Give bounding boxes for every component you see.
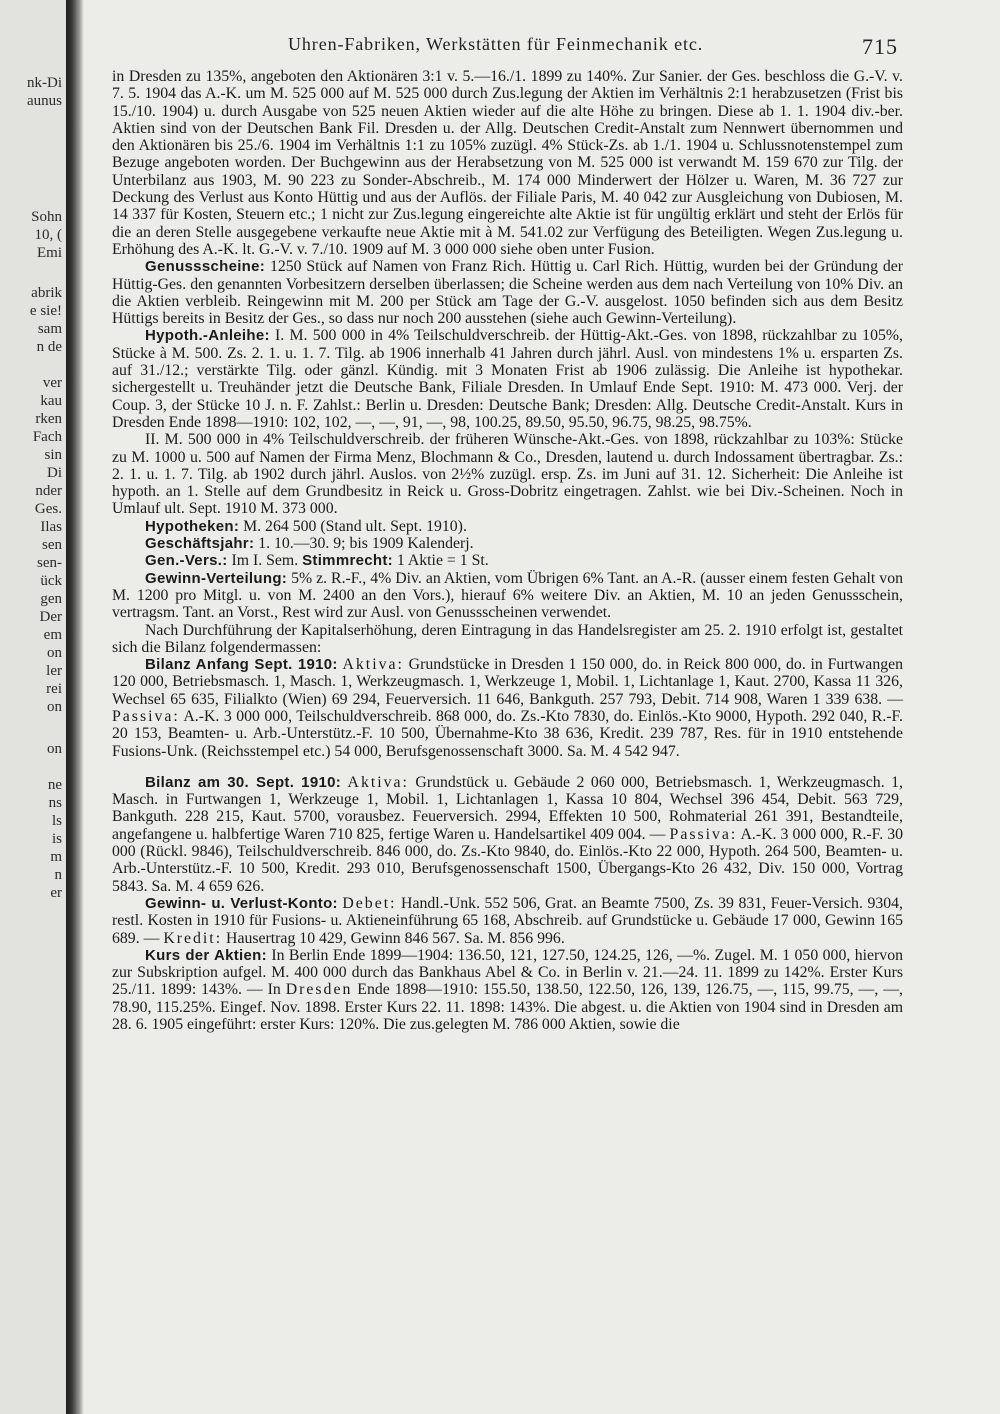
stimmrecht-text: 1 Aktie = 1 St.	[396, 552, 489, 570]
geschaeftsjahr-paragraph	[112, 535, 903, 552]
adjacent-page-fragment: n	[54, 867, 62, 883]
geschaeftsjahr-text: 1. 10.—30. 9; bis 1909 Kalenderj.	[258, 535, 474, 553]
adjacent-page-fragment: e sie!	[29, 303, 62, 319]
gewinn-verteilung-paragraph	[112, 570, 903, 622]
adjacent-page-fragment: sam	[37, 321, 62, 337]
adjacent-page-fragment: Sohn	[31, 209, 62, 225]
adjacent-page-fragment: Ilas	[40, 519, 62, 535]
adjacent-page-fragment: Ges.	[34, 501, 62, 517]
binding-shadow	[66, 0, 84, 1414]
adjacent-page-fragment: gen	[40, 591, 62, 607]
adjacent-page-fragment: ls	[51, 813, 62, 829]
adjacent-page-fragment: nder	[35, 483, 62, 499]
gen-vers-heading: Gen.-Vers.:	[145, 552, 228, 570]
guv-kredit-text: Hausertrag 10 429, Gewinn 846 567. Sa. M. 856 996.	[226, 929, 565, 947]
kurs-text-dresden: Ende 1898—1910: 155.50, 138.50, 122.50, 126, 139, 126.75, —, 115, 99.75, —, —, 78.90, 115.25%. Eingef. Nov. 1898. Erster Kurs 22. 11. 1898: 143%. Die abgest. u. die Aktien von 1904 sind in Dresden am 28. 6. 1905 eingeführt: erster Kurs: 120%. Die zus.gelegten M. 786 000 Aktien, sowie die	[112, 981, 903, 1034]
adjacent-page-fragment: em	[43, 627, 62, 643]
adjacent-page-fragment: ück	[40, 573, 62, 589]
kurs-heading: Kurs der Aktien:	[145, 946, 267, 964]
bilanz-anfang-paragraph	[112, 656, 903, 760]
adjacent-page-fragment: abrik	[31, 285, 62, 301]
adjacent-page-fragment: sen-	[37, 555, 62, 571]
kurs-paragraph	[112, 947, 903, 1033]
intro-paragraph: in Dresden zu 135%, angeboten den Aktionären 3:1 v. 5.—16./1. 1899 zu 140%. Zur Sanier. der Ges. beschloss die G.-V. v. 7. 5. 1904 das A.-K. um M. 525 000 auf M. 525 000 durch Zus.legung der Aktien im Verhältnis 2:1 herabzusetzen (Frist bis 15./10. 1904) u. durch Ausgabe von 525 neuen Aktien wieder auf die alte Höhe zu bringen. Diese ab 1. 1. 1904 div.-ber. Aktien sind von der Deutschen Bank Fil. Dresden u. der Allg. Deutschen Credit-Anstalt zum Nennwert übernommen und den Aktionären bis 25./6. 1904 im Verhältnis 1:1 zu 105% zuzügl. 4% Stück-Zs. ab 1./1. 1904 u. Schlussnotenstempel zum Bezuge angeboten worden. Der Buchgewinn aus der Herabsetzung von M. 525 000 ist verwandt M. 159 670 zur Tilg. der Unterbilanz aus 1903, M. 90 223 zu Sonder-Abschreib., M. 174 000 Minderwert der Hölzer u. Waren, M. 36 727 zur Deckung des Verlust aus Konto Hüttig und aus der Auflös. der Filiale Paris, M. 40 042 zur Ausgleichung von Dubiosen, M. 14 337 für Kosten, Steuern etc.; 1 nicht zur Zus.legung eingereichte alte Aktie ist für ungültig erklärt und steht der Erlös für die an deren Stelle ausgegebene verkaufte neue Aktie mit à M. 541.02 zur Verfügung des Beteiligten. Wegen Zus.legung u. Erhöhung des A.-K. lt. G.-V. v. 7./10. 1909 auf M. 3 000 000 siehe oben unter Fusion.	[112, 68, 903, 258]
bilanz-sept-passiva-label: Passiva:	[669, 825, 738, 843]
adjacent-page-fragment: on	[47, 699, 62, 715]
hypotheken-paragraph	[112, 518, 903, 535]
bilanz-sept-heading: Bilanz am 30. Sept. 1910:	[145, 773, 342, 791]
adjacent-page-fragment: ver	[42, 375, 62, 391]
hypotheken-text: M. 264 500 (Stand ult. Sept. 1910).	[243, 517, 467, 535]
kapitalerhoehung-paragraph: Nach Durchführung der Kapitalserhöhung, deren Eintragung in das Handelsregister am 25. 2. 1910 erfolgt ist, gestaltet sich die Bilanz folgendermassen:	[112, 621, 903, 656]
bilanz-anfang-aktiva-label: Aktiva:	[342, 656, 404, 674]
adjacent-page-fragment: rken	[35, 411, 62, 427]
bilanz-sept-paragraph	[112, 774, 903, 895]
adjacent-page-fragment: is	[51, 831, 62, 847]
guv-kredit-label: Kredit:	[163, 929, 223, 947]
gewinn-verteilung-heading: Gewinn-Verteilung:	[145, 569, 288, 587]
bilanz-sept-passiva-text: A.-K. 3 000 000, R.-F. 30 000 (Rückl. 9846), Teilschuldverschreib. 846 000, do. Zs.-Kto 9840, do. Einlös.-Kto 22 000, Hypoth. 264 500, Beamten- u. Arb.-Unterstütz.-F. 10 500, Kredit. 293 010, Berufsgenossenschaft 1500, Übergangs-Kto 26 432, Div. 150 000, Vortrag 5843. Sa. M. 4 659 626.	[112, 825, 903, 895]
gen-vers-paragraph	[112, 552, 903, 569]
running-head: Uhren-Fabriken, Werkstätten für Feinmechanik etc.	[288, 34, 704, 54]
adjacent-page-fragment: sin	[44, 447, 62, 463]
adjacent-page-fragment: Emi	[37, 245, 62, 261]
guv-paragraph	[112, 895, 903, 947]
hypotheken-heading: Hypotheken:	[145, 517, 240, 535]
adjacent-page-fragment: ler	[46, 663, 62, 679]
hypoth-anleihe-heading: Hypoth.-Anleihe:	[145, 327, 270, 345]
genussscheine-text: 1250 Stück auf Namen von Franz Rich. Hüttig u. Carl Rich. Hüttig, wurden bei der Gründung der Hüttig-Ges. den genannten Vorbesitzern derselben überlassen; die Scheine werden aus dem nach Verteilung von 10% Div. an die Aktien verbleib. Reingewinn mit M. 200 per Stück am Tage der G.-V. ausgelost. 1050 befinden sich aus dem Besitz Hüttigs bereits in Besitz der Ges., so dass nur noch 200 ausstehen (siehe auch Gewinn-Verteilung).	[112, 258, 904, 328]
kurs-dresden-label: Dresden	[285, 981, 353, 999]
bilanz-anfang-heading: Bilanz Anfang Sept. 1910:	[145, 656, 338, 674]
adjacent-page-fragment: Fach	[32, 429, 62, 445]
adjacent-page-fragment: er	[50, 885, 62, 901]
bilanz-anfang-aktiva-text: Grundstücke in Dresden 1 150 000, do. in Reick 800 000, do. in Furtwangen 120 000, Betriebsmasch. 1, Masch. 1, Werkzeugmasch. 1, Werkzeuge 1, Mobil. 1, Lichtanlage 1, Kaut. 2700, Kassa 11 326, Wechsel 65 635, Filialkto (Wien) 69 294, Feuerversich. 11 646, Bankguth. 257 793, Debit. 714 908, Waren 1 339 638. —	[112, 656, 904, 708]
adjacent-page-fragment: n de	[36, 339, 62, 355]
guv-heading: Gewinn- u. Verlust-Konto:	[145, 894, 338, 912]
adjacent-page-fragment: ne	[47, 777, 62, 793]
adjacent-page-fragment: kau	[40, 393, 62, 409]
genussscheine-paragraph	[112, 258, 903, 327]
body-text	[112, 68, 903, 1033]
adjacent-page-fragment: m	[50, 849, 62, 865]
page-number: 715	[862, 34, 898, 59]
adjacent-page-fragment: Di	[47, 465, 62, 481]
geschaeftsjahr-heading: Geschäftsjahr:	[145, 535, 255, 553]
gewinn-verteilung-text: 5% z. R.-F., 4% Div. an Aktien, vom Übrigen 6% Tant. an A.-R. (ausser einem festen Gehalt von M. 1200 pro Mitgl. u. von M. 2400 an den Vors.), hierauf 6% weitere Div. an Aktien, M. 10 an jeden Genussschein, vertragsm. Tant. an Vorst., Rest wird zur Ausl. von Genussscheinen verwendet.	[112, 569, 903, 622]
guv-debet-label: Debet:	[342, 894, 397, 912]
adjacent-page-fragment: rei	[46, 681, 62, 697]
anleihe-ii-paragraph: II. M. 500 000 in 4% Teilschuldverschreib. der früheren Wünsche-Akt.-Ges. von 1898, rückzahlbar zu 103%: Stücke zu M. 1000 u. 500 auf Namen der Firma Menz, Blochmann & Co., Dresden, lautend u. durch Indossament übertragbar. Zs.: 2. 1. u. 1. 7. Tilg. ab 1902 durch jährl. Auslos. von 2½% zuzügl. ersp. Zs. im Juni auf 31. 12. Sicherheit: Die Anleihe ist hypoth. an 1. Stelle auf dem Grundbesitz in Reick u. Gross-Dobritz eingetragen. Zahlst. wie bei Div.-Scheinen. Noch in Umlauf ult. Sept. 1910 M. 373 000.	[112, 431, 903, 518]
stimmrecht-heading: Stimmrecht:	[302, 552, 393, 570]
genussscheine-heading: Genussscheine:	[145, 258, 266, 276]
hypoth-anleihe-paragraph	[112, 327, 903, 431]
adjacent-page-fragment: sen	[42, 537, 62, 553]
adjacent-page-fragment: ns	[48, 795, 62, 811]
adjacent-page-fragment: on	[47, 645, 62, 661]
bilanz-sept-aktiva-text: Grundstück u. Gebäude 2 060 000, Betriebsmasch. 1, Werkzeugmasch. 1, Masch. in Furtwangen 1, Werkzeuge 1, Mobil. 1, Lichtanlagen 1, Kassa 10 804, Wechsel 396 454, Debit. 563 729, Bankguth. 228 215, Kaut. 5700, vorausbez. Feuerversich. 2994, Effekten 10 500, Rohmaterial 261 391, Bestandteile, angefangene u. halbfertige Waren 710 825, fertige Waren u. Handelsartikel 409 004. —	[112, 773, 903, 843]
bilanz-anfang-passiva-text: A.-K. 3 000 000, Teilschuldverschreib. 868 000, do. Zs.-Kto 7830, do. Einlös.-Kto 9000, Hypoth. 292 040, R.-F. 20 153, Beamten- u. Arb.-Unterstütz.-F. 10 500, Übernahme-Kto 38 636, Kredit. 239 787, Res. für in 1910 entstehende Fusions-Unk. (Reichsstempel etc.) 54 000, Berufsgenossenschaft 3000. Sa. M. 4 542 947.	[112, 707, 903, 760]
adjacent-page-fragment: 10, (	[34, 227, 62, 243]
adjacent-page-fragment: aunus	[27, 93, 62, 109]
gen-vers-text: Im I. Sem.	[231, 552, 299, 570]
adjacent-page-fragment: on	[47, 741, 62, 757]
adjacent-page-strip	[0, 0, 66, 1414]
hypoth-anleihe-text: I. M. 500 000 in 4% Teilschuldverschreib. der Hüttig-Akt.-Ges. von 1898, rückzahlbar zu 105%, Stücke à M. 500. Zs. 2. 1. u. 1. 7. Tilg. ab 1906 innerhalb 41 Jahren durch jährl. Ausl. von mindestens 1% u. ersparten Zs. auf 31./12.; verstärkte Tilg. oder gänzl. Kündig. mit 3 Monaten Frist ab 1906 zulässig. Die Anleihe ist hypothekar. sichergestellt u. Treuhänder jetzt die Deutsche Bank, Filiale Dresden. In Umlauf Ende Sept. 1910: M. 473 000. Verj. der Coup. 3, der Stücke 10 J. n. F. Zahlst.: Berlin u. Dresden: Deutsche Bank; Dresden: Allg. Deutsche Credit-Anstalt. Kurs in Dresden Ende 1898—1910: 102, 102, —, —, 91, —, 98, 100.25, 89.50, 95.50, 96.75, 98.25, 98.75%.	[112, 327, 903, 431]
bilanz-anfang-passiva-label: Passiva:	[112, 707, 180, 725]
adjacent-page-fragment: Der	[39, 609, 62, 625]
kurs-text-berlin: In Berlin Ende 1899—1904: 136.50, 121, 127.50, 124.25, 126, —%. Zugel. M. 1 050 000, hiervon zur Subskription aufgel. M. 400 000 durch das Bankhaus Abel & Co. in Berlin v. 21.—24. 11. 1899 zu 142%. Erster Kurs 25./11. 1899: 143%. — In	[112, 946, 903, 999]
adjacent-page-fragment: nk-Di	[27, 75, 62, 91]
guv-debet-text: Handl.-Unk. 552 506, Grat. an Beamte 7500, Zs. 39 831, Feuer-Versich. 9304, restl. Kosten in 1910 für Fusions- u. Aktieneinführung 65 168, Abschreib. auf Grundstücke u. Gebäude 17 000, Gewinn 165 689. —	[112, 894, 903, 947]
bilanz-sept-aktiva-label: Aktiva:	[347, 773, 409, 791]
